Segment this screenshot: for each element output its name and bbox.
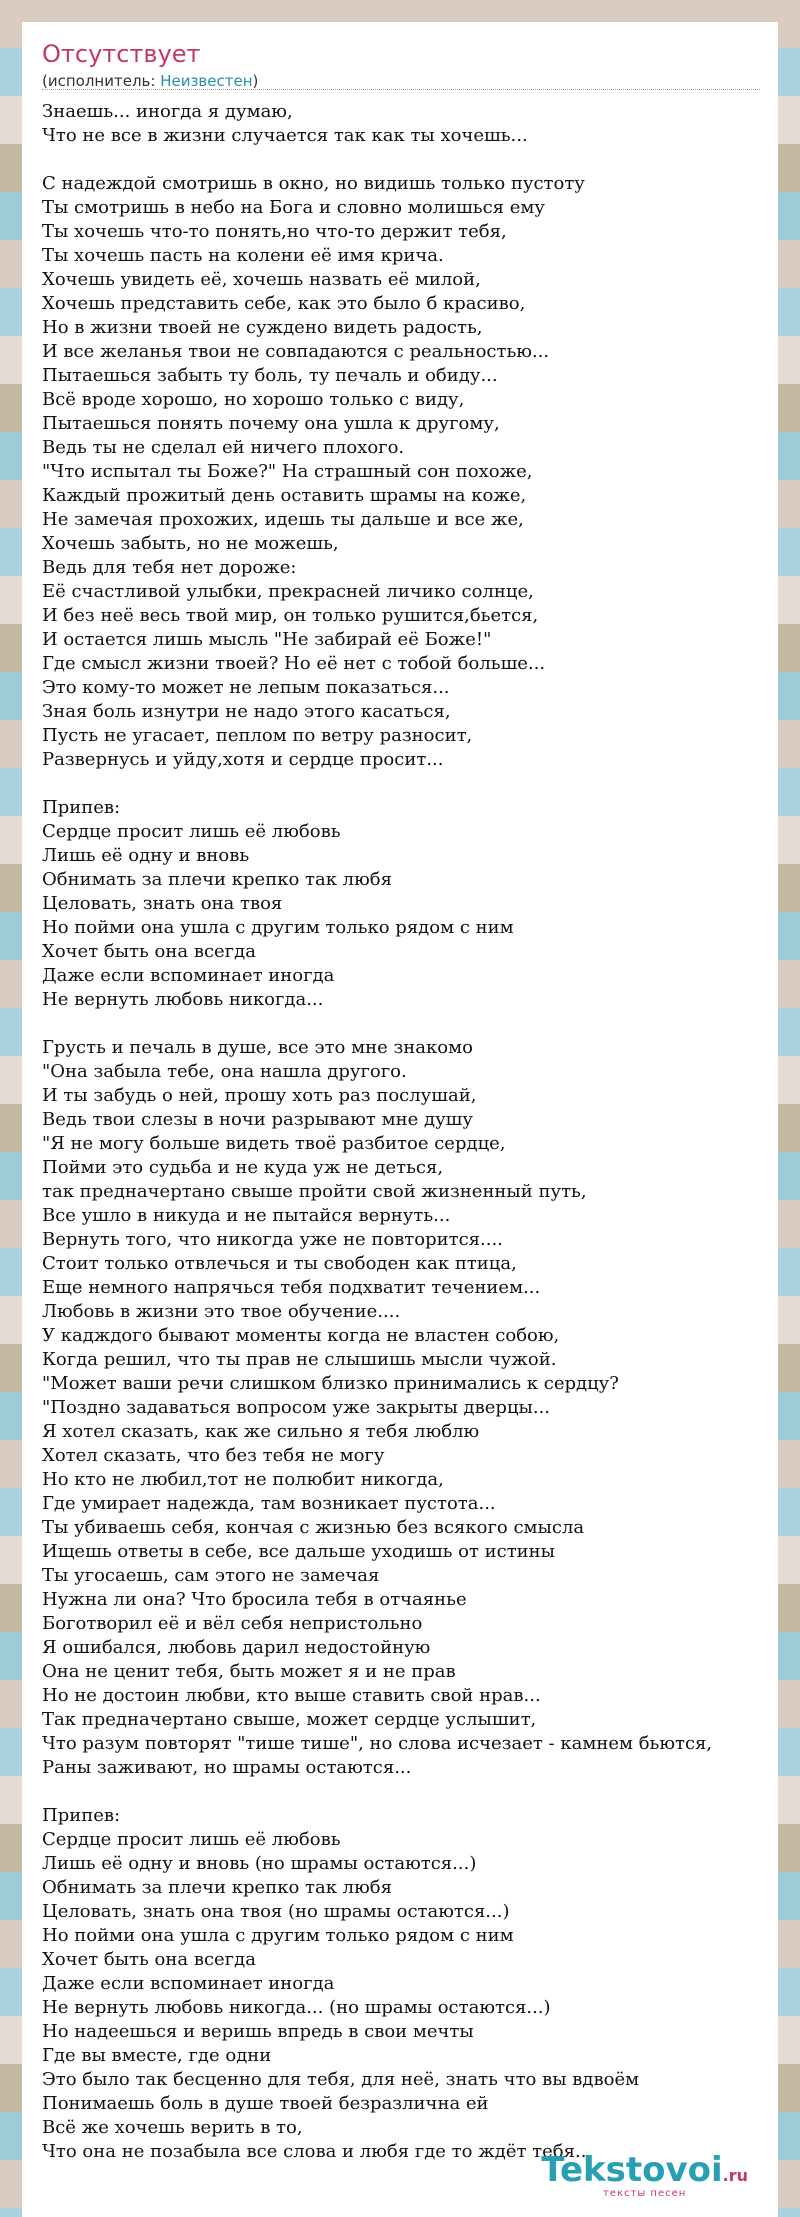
lyric-line: И все желанья твои не совпадаются с реальностью... [42, 341, 550, 362]
lyric-line: Вернуть того, что никогда уже не повторится.... [42, 1229, 503, 1250]
lyric-line: Сердце просит лишь её любовь [42, 1829, 341, 1850]
logo-tagline: тексты песен [602, 2188, 687, 2199]
lyric-line: Даже если вспоминает иногда [42, 965, 335, 986]
lyric-line: Ты смотришь в небо на Бога и словно молишься ему [42, 197, 545, 218]
lyric-line: Что она не позабыла все слова и любя где то ждёт тебя... [42, 2141, 593, 2162]
lyric-line: Развернусь и уйду,хотя и сердце просит... [42, 749, 444, 770]
lyric-line: Но не достоин любви, кто выше ставить свой нрав... [42, 1685, 541, 1706]
lyric-line: Но пойми она ушла с другим только рядом с ним [42, 917, 514, 938]
lyric-line: Целовать, знать она твоя (но шрамы остаются...) [42, 1901, 510, 1922]
lyric-line: Грусть и печаль в душе, все это мне знакомо [42, 1037, 473, 1058]
lyric-line: Нужна ли она? Что бросила тебя в отчаянье [42, 1589, 467, 1610]
lyric-line: Ведь твои слезы в ночи разрывают мне душу [42, 1109, 473, 1130]
lyric-line: Это было так бесценно для тебя, для неё, знать что вы вдвоём [42, 2069, 640, 2090]
lyric-line: Её счастливой улыбки, прекрасней личико солнце, [42, 581, 534, 602]
lyric-line: Обнимать за плечи крепко так любя [42, 869, 392, 890]
lyric-line: Знаешь... иногда я думаю, [42, 101, 293, 122]
lyric-line: Ты угосаешь, сам этого не замечая [42, 1565, 380, 1586]
lyrics-text [42, 100, 778, 2164]
lyric-line: Хочешь забыть, но не можешь, [42, 533, 339, 554]
logo-name: Tekstovoi [541, 2150, 723, 2190]
lyric-line: Каждый прожитый день оставить шрамы на коже, [42, 485, 527, 506]
lyric-line: Хочешь увидеть её, хочешь назвать её милой, [42, 269, 481, 290]
lyric-line: "Может ваши речи слишком близко принимались к сердцу? [42, 1373, 619, 1394]
lyric-line: Я хотел сказать, как же сильно я тебя люблю [42, 1421, 480, 1442]
lyric-line: Где вы вместе, где одни [42, 2045, 272, 2066]
lyric-line: Я ошибался, любовь дарил недостойную [42, 1637, 431, 1658]
title-divider [42, 89, 760, 90]
lyric-line: Ведь ты не сделал ей ничего плохого. [42, 437, 405, 458]
lyric-line: Обнимать за плечи крепко так любя [42, 1877, 392, 1898]
song-title: Отсутствует [42, 40, 201, 68]
lyric-line: У кадждого бывают моменты когда не властен собою, [42, 1325, 560, 1346]
lyric-line: Стоит только отвлечься и ты свободен как птица, [42, 1253, 517, 1274]
lyric-line: Всё же хочешь верить в то, [42, 2117, 303, 2138]
lyric-line: Но пойми она ушла с другим только рядом с ним [42, 1925, 514, 1946]
site-logo[interactable] [541, 2152, 748, 2199]
artist-link[interactable]: Неизвестен [160, 72, 253, 90]
lyric-line: Но в жизни твоей не суждено видеть радость, [42, 317, 483, 338]
lyric-line: И без неё весь твой мир, он только рушится,бьется, [42, 605, 539, 626]
lyric-line: Зная боль изнутри не надо этого касаться, [42, 701, 451, 722]
lyric-line: Ты хочешь что-то понять,но что-то держит тебя, [42, 221, 507, 242]
lyric-line: Где смысл жизни твоей? Но её нет с тобой больше... [42, 653, 546, 674]
lyric-line [42, 1012, 778, 1036]
lyric-line: Пытаешься понять почему она ушла к другому, [42, 413, 500, 434]
lyric-line: "Что испытал ты Боже?" На страшный сон похоже, [42, 461, 533, 482]
artist-prefix: (исполнитель: [42, 72, 161, 90]
lyric-line: Всё вроде хорошо, но хорошо только с виду, [42, 389, 465, 410]
lyric-line: Это кому-то может не лепым показаться... [42, 677, 450, 698]
lyric-line: Лишь её одну и вновь [42, 845, 250, 866]
lyric-line: "Она забыла тебе, она нашла другого. [42, 1061, 407, 1082]
lyric-line: Что не все в жизни случается так как ты хочешь... [42, 125, 528, 146]
lyric-line: И остается лишь мысль "Не забирай её Боже!" [42, 629, 492, 650]
lyric-line: Припев: [42, 797, 121, 818]
lyric-line: Любовь в жизни это твое обучение.... [42, 1301, 401, 1322]
lyric-line: Сердце просит лишь её любовь [42, 821, 341, 842]
lyric-line: Но кто не любил,тот не полюбит никогда, [42, 1469, 444, 1490]
lyric-line: И ты забудь о ней, прошу хоть раз послушай, [42, 1085, 477, 1106]
lyric-line: Хочет быть она всегда [42, 941, 256, 962]
lyric-line: Раны заживают, но шрамы остаются... [42, 1757, 412, 1778]
lyric-line: Когда решил, что ты прав не слышишь мысли чужой. [42, 1349, 557, 1370]
lyric-line: Понимаешь боль в душе твоей безразлична ей [42, 2093, 489, 2114]
logo-tld: .ru [722, 2166, 748, 2185]
lyric-line: Но надеешься и веришь впредь в свои мечты [42, 2021, 474, 2042]
lyric-line: Хочешь представить себе, как это было б красиво, [42, 293, 526, 314]
lyric-line: Она не ценит тебя, быть может я и не прав [42, 1661, 456, 1682]
artist-suffix: ) [252, 72, 259, 90]
lyric-line: Не вернуть любовь никогда... [42, 989, 324, 1010]
lyric-line: Ты убиваешь себя, кончая с жизнью без всякого смысла [42, 1517, 585, 1538]
lyric-line: Не замечая прохожих, идешь ты дальше и все же, [42, 509, 524, 530]
lyrics-card [22, 22, 778, 2217]
lyric-line: Все ушло в никуда и не пытайся вернуть... [42, 1205, 451, 1226]
lyric-line: Боготворил её и вёл себя непристольно [42, 1613, 423, 1634]
lyric-line: Так предначертано свыше, может сердце услышит, [42, 1709, 537, 1730]
lyric-line: "Я не могу больше видеть твоё разбитое сердце, [42, 1133, 506, 1154]
lyric-line [42, 772, 778, 796]
lyric-line: Не вернуть любовь никогда... (но шрамы остаются...) [42, 1997, 551, 2018]
lyric-line: Лишь её одну и вновь (но шрамы остаются...) [42, 1853, 477, 1874]
lyric-line: Даже если вспоминает иногда [42, 1973, 335, 1994]
lyric-line [42, 148, 778, 172]
lyric-line: С надеждой смотришь в окно, но видишь только пустоту [42, 173, 585, 194]
lyric-line: Целовать, знать она твоя [42, 893, 283, 914]
lyric-line: Хочет быть она всегда [42, 1949, 256, 1970]
lyric-line: Хотел сказать, что без тебя не могу [42, 1445, 385, 1466]
lyric-line: "Поздно задаваться вопросом уже закрыты дверцы... [42, 1397, 551, 1418]
lyric-line: Пусть не угасает, пеплом по ветру разносит, [42, 725, 473, 746]
lyric-line: Припев: [42, 1805, 121, 1826]
lyric-line: Где умирает надежда, там возникает пустота... [42, 1493, 496, 1514]
lyric-line: Еще немного напрячься тебя подхватит течением... [42, 1277, 541, 1298]
artist-line [42, 72, 258, 90]
lyric-line: Пытаешься забыть ту боль, ту печаль и обиду... [42, 365, 498, 386]
lyric-line [42, 1780, 778, 1804]
lyric-line: Что разум повторят "тише тише", но слова исчезает - камнем бьются, [42, 1733, 713, 1754]
lyric-line: Ищешь ответы в себе, все дальше уходишь от истины [42, 1541, 555, 1562]
lyric-line: Ведь для тебя нет дороже: [42, 557, 297, 578]
lyric-line: так предначертано свыше пройти свой жизненный путь, [42, 1181, 587, 1202]
lyric-line: Ты хочешь пасть на колени её имя крича. [42, 245, 444, 266]
lyric-line: Пойми это судьба и не куда уж не деться, [42, 1157, 444, 1178]
